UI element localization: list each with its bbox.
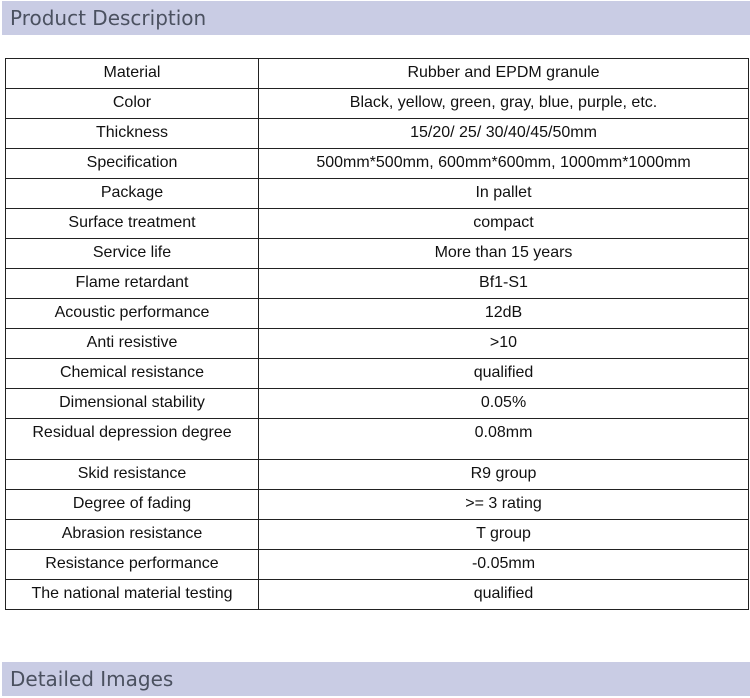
spec-value-cell: 500mm*500mm, 600mm*600mm, 1000mm*1000mm <box>259 149 749 179</box>
table-row <box>6 119 749 149</box>
spec-label-cell: Residual depression degree <box>6 419 259 460</box>
table-row <box>6 419 749 460</box>
spec-label-cell: Flame retardant <box>6 269 259 299</box>
spec-value-cell: 15/20/ 25/ 30/40/45/50mm <box>259 119 749 149</box>
spec-value-cell: Rubber and EPDM granule <box>259 59 749 89</box>
spec-value-cell: qualified <box>259 580 749 610</box>
spec-value-cell: Bf1-S1 <box>259 269 749 299</box>
section-title: Product Description <box>10 6 207 30</box>
table-row <box>6 550 749 580</box>
spec-label-cell: Thickness <box>6 119 259 149</box>
table-row <box>6 389 749 419</box>
table-row <box>6 520 749 550</box>
spec-label-cell: Color <box>6 89 259 119</box>
product-spec-table <box>5 58 749 610</box>
spec-value-cell: qualified <box>259 359 749 389</box>
table-row <box>6 209 749 239</box>
spec-value-cell: -0.05mm <box>259 550 749 580</box>
table-row <box>6 359 749 389</box>
spec-value-cell: >10 <box>259 329 749 359</box>
spec-label-cell: Surface treatment <box>6 209 259 239</box>
spec-value-cell: R9 group <box>259 460 749 490</box>
table-row <box>6 59 749 89</box>
spec-value-cell: 12dB <box>259 299 749 329</box>
spec-value-cell: compact <box>259 209 749 239</box>
spec-label-cell: Degree of fading <box>6 490 259 520</box>
table-row <box>6 89 749 119</box>
spec-label-cell: Acoustic performance <box>6 299 259 329</box>
spec-value-cell: In pallet <box>259 179 749 209</box>
spec-label-cell: Specification <box>6 149 259 179</box>
product-description-header <box>2 1 750 35</box>
spec-label-cell: Skid resistance <box>6 460 259 490</box>
spec-value-cell: 0.05% <box>259 389 749 419</box>
spec-value-cell: >= 3 rating <box>259 490 749 520</box>
table-row <box>6 329 749 359</box>
table-row <box>6 179 749 209</box>
spec-label-cell: Package <box>6 179 259 209</box>
table-row <box>6 580 749 610</box>
spec-label-cell: Resistance performance <box>6 550 259 580</box>
table-row <box>6 239 749 269</box>
spec-value-cell: T group <box>259 520 749 550</box>
table-row <box>6 269 749 299</box>
detailed-images-header <box>2 662 750 696</box>
table-row <box>6 299 749 329</box>
spec-label-cell: Dimensional stability <box>6 389 259 419</box>
spec-table-body <box>6 59 749 610</box>
spec-label-cell: Anti resistive <box>6 329 259 359</box>
spec-label-cell: Material <box>6 59 259 89</box>
spec-value-cell: Black, yellow, green, gray, blue, purple, etc. <box>259 89 749 119</box>
spec-label-cell: Chemical resistance <box>6 359 259 389</box>
spec-value-cell: 0.08mm <box>259 419 749 460</box>
spec-label-cell: Abrasion resistance <box>6 520 259 550</box>
table-row <box>6 460 749 490</box>
spec-value-cell: More than 15 years <box>259 239 749 269</box>
table-row <box>6 490 749 520</box>
spec-label-cell: Service life <box>6 239 259 269</box>
table-row <box>6 149 749 179</box>
spec-label-cell: The national material testing <box>6 580 259 610</box>
section-title: Detailed Images <box>10 667 174 691</box>
